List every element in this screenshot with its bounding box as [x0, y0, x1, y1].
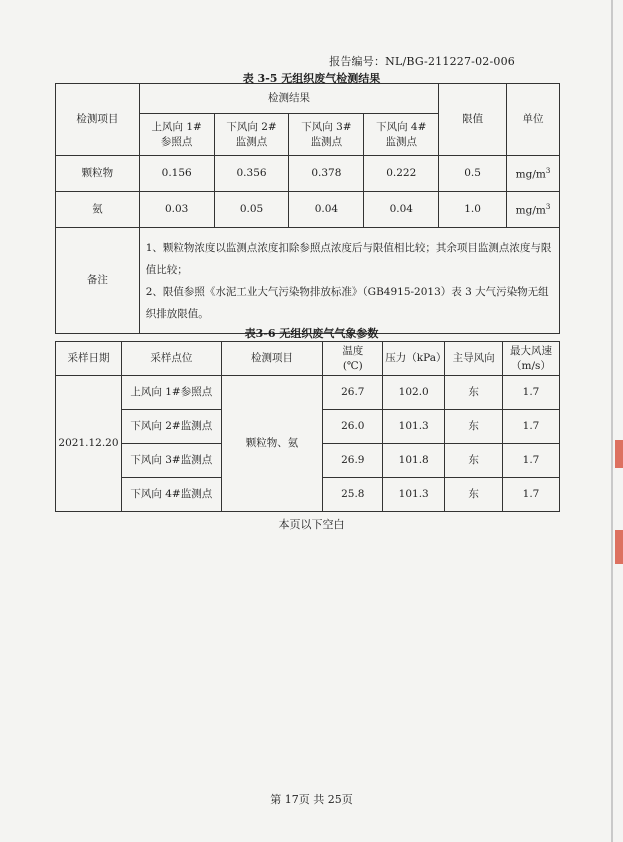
- table-3-6-caption: 表3-6 无组织废气气象参数: [244, 327, 379, 340]
- table-row: 下风向 3#监测点 26.9 101.8 东 1.7: [56, 444, 560, 478]
- table-3-5: [55, 83, 560, 334]
- page-footer: 第 17页 共 25页: [270, 793, 353, 806]
- wind-speed-header: 最大风速 （m/s）: [503, 342, 560, 376]
- blank-page-note: 本页以下空白: [278, 518, 345, 531]
- temp-header: 温度 (℃): [323, 342, 383, 376]
- point-header: 下风向 3# 监测点: [289, 114, 364, 156]
- table-3-6: 采样日期 采样点位 检测项目 温度 (℃) 压力（kPa） 主导风向 最大风速 （m/s） 2021.12.20 上风向 1#参照点 颗粒物、氨 26.7 102.0 东 1.7 下风向 2#监测点 26.0 101.3 东 1.7 下风向 3#监测点 26.9 101.8 东 1.7 下风向 4#监测点 25.8 101.3 东 1.7: [55, 341, 560, 512]
- table-row: 下风向 4#监测点 25.8 101.3 东 1.7: [56, 478, 560, 512]
- unit-cell: $mg/m^3$: [507, 192, 560, 228]
- header-result: 检测结果: [139, 84, 438, 114]
- remark-row: [56, 228, 560, 334]
- unit-cell: $mg/m^3$: [507, 156, 560, 192]
- report-number: 报告编号：NL/BG-211227-02-006: [329, 55, 515, 68]
- sampling-date: 2021.12.20: [56, 376, 122, 512]
- detection-item: 颗粒物、氨: [221, 376, 323, 512]
- seal-fragment: [615, 530, 623, 564]
- page-edge-line: [611, 0, 613, 842]
- table-row: 下风向 2#监测点 26.0 101.3 东 1.7: [56, 410, 560, 444]
- point-header: 下风向 2# 监测点: [214, 114, 289, 156]
- table-row: 2021.12.20 上风向 1#参照点 颗粒物、氨 26.7 102.0 东 1.7: [56, 376, 560, 410]
- table-row: 氨 0.03 0.05 0.04 0.04 1.0 $mg/m^3$: [56, 192, 560, 228]
- header-item: 检测项目: [56, 84, 140, 156]
- header-unit: 单位: [507, 84, 560, 156]
- header-limit: 限值: [439, 84, 507, 156]
- seal-fragment: [615, 440, 623, 468]
- point-header: 上风向 1# 参照点: [139, 114, 214, 156]
- remark-text: 1、颗粒物浓度以监测点浓度扣除参照点浓度后与限值相比较；其余项目监测点浓度与限值比较； 2、限值参照《水泥工业大气污染物排放标准》（GB4915-2013）表 3 大气污染物无组织排放限值。: [139, 228, 559, 334]
- table-row: 颗粒物 0.156 0.356 0.378 0.222 0.5 $mg/m^3$: [56, 156, 560, 192]
- remark-label: 备注: [56, 228, 140, 334]
- table-3-5-caption: 表 3-5 无组织废气检测结果: [242, 72, 381, 85]
- point-header: 下风向 4# 监测点: [364, 114, 439, 156]
